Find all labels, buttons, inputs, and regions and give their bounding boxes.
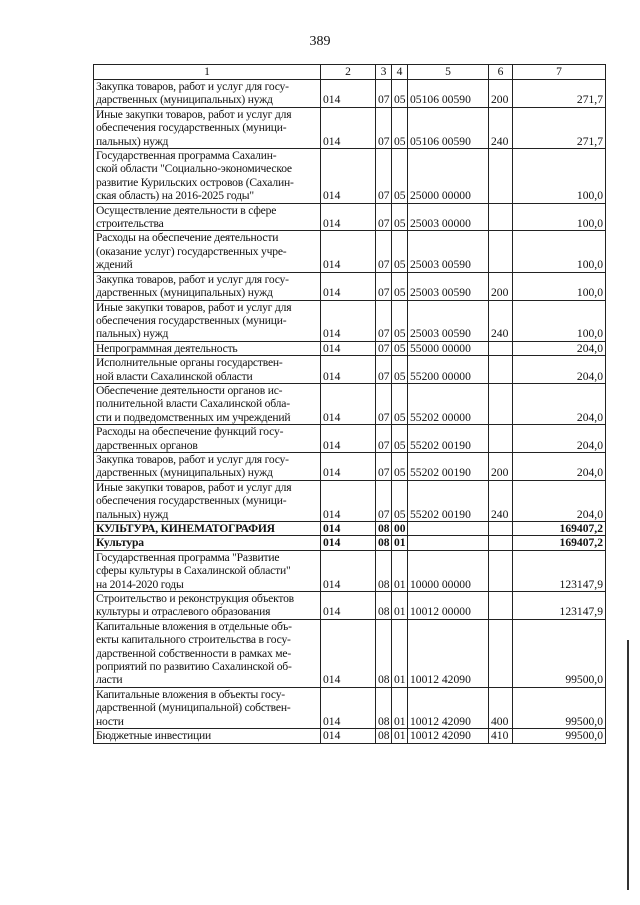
row-amount-cell: 204,0 [513, 341, 606, 355]
row-section-cell: 07 [376, 203, 392, 231]
table-row [94, 550, 606, 591]
row-code-cell: 014 [321, 550, 376, 591]
row-target-cell: 05106 00590 [408, 107, 489, 148]
row-section-cell: 07 [376, 272, 392, 300]
row-section-cell: 07 [376, 300, 392, 341]
row-subsection-cell: 05 [392, 149, 408, 204]
row-subsection-cell: 05 [392, 356, 408, 384]
row-name-cell: Иные закупки товаров, работ и услуг для обеспечения государственных (муници- пальных) нужд [94, 480, 321, 521]
row-amount-cell: 99500,0 [513, 619, 606, 687]
row-code-cell: 014 [321, 452, 376, 480]
row-target-cell: 25003 00000 [408, 203, 489, 231]
row-type-cell: 240 [489, 480, 513, 521]
row-amount-cell: 123147,9 [513, 592, 606, 620]
page-number: 389 [309, 34, 331, 49]
row-name-cell: Закупка товаров, работ и услуг для госу- дарственных (муниципальных) нужд [94, 272, 321, 300]
row-target-cell: 05106 00590 [408, 80, 489, 108]
row-subsection-cell: 01 [392, 729, 408, 743]
row-type-cell: 240 [489, 107, 513, 148]
row-name-cell: Государственная программа Сахалин- ской области "Социально-экономическое развитие Курильских островов (Сахалин- ская область) на 2016-2025 годы" [94, 149, 321, 204]
row-target-cell: 25003 00590 [408, 300, 489, 341]
row-type-cell: 200 [489, 272, 513, 300]
row-target-cell: 55000 00000 [408, 341, 489, 355]
table-row [94, 80, 606, 108]
row-code-cell: 014 [321, 80, 376, 108]
row-code-cell: 014 [321, 729, 376, 743]
row-section-cell: 08 [376, 729, 392, 743]
row-code-cell: 014 [321, 619, 376, 687]
row-code-cell: 014 [321, 522, 376, 536]
table-row [94, 687, 606, 728]
table-row [94, 452, 606, 480]
row-target-cell [408, 522, 489, 536]
row-target-cell: 25003 00590 [408, 272, 489, 300]
row-target-cell: 10012 42090 [408, 729, 489, 743]
row-name-cell: Расходы на обеспечение функций госу- дарственных органов [94, 425, 321, 453]
row-target-cell: 55202 00000 [408, 383, 489, 424]
row-target-cell: 55202 00190 [408, 425, 489, 453]
table-header-row [94, 65, 606, 80]
row-code-cell: 014 [321, 592, 376, 620]
row-subsection-cell: 01 [392, 592, 408, 620]
row-code-cell: 014 [321, 687, 376, 728]
row-subsection-cell: 05 [392, 272, 408, 300]
row-name-cell: КУЛЬТУРА, КИНЕМАТОГРАФИЯ [94, 522, 321, 536]
row-code-cell: 014 [321, 425, 376, 453]
row-target-cell: 10000 00000 [408, 550, 489, 591]
row-type-cell: 400 [489, 687, 513, 728]
row-code-cell: 014 [321, 272, 376, 300]
row-type-cell: 410 [489, 729, 513, 743]
row-code-cell: 014 [321, 341, 376, 355]
row-code-cell: 014 [321, 480, 376, 521]
row-target-cell: 25003 00590 [408, 231, 489, 272]
row-subsection-cell: 05 [392, 80, 408, 108]
row-target-cell: 55202 00190 [408, 452, 489, 480]
table-row [94, 300, 606, 341]
row-type-cell [489, 356, 513, 384]
row-subsection-cell: 05 [392, 203, 408, 231]
row-subsection-cell: 05 [392, 383, 408, 424]
row-target-cell: 25000 00000 [408, 149, 489, 204]
row-target-cell: 10012 42090 [408, 619, 489, 687]
row-section-cell: 07 [376, 356, 392, 384]
row-name-cell: Расходы на обеспечение деятельности (оказание услуг) государственных учре- ждений [94, 231, 321, 272]
row-section-cell: 07 [376, 383, 392, 424]
row-amount-cell: 99500,0 [513, 687, 606, 728]
row-name-cell: Капитальные вложения в отдельные объ- екты капитального строительства в госу- дарственной собственности в рамках ме- роприятий по развитию Сахалинской об- ласти [94, 619, 321, 687]
row-name-cell: Государственная программа "Развитие сферы культуры в Сахалинской области" на 2014-2020 годы [94, 550, 321, 591]
row-amount-cell: 204,0 [513, 452, 606, 480]
table-row [94, 729, 606, 743]
row-amount-cell: 169407,2 [513, 536, 606, 550]
row-amount-cell: 100,0 [513, 300, 606, 341]
row-code-cell: 014 [321, 356, 376, 384]
row-section-cell: 08 [376, 592, 392, 620]
header-col-1: 1 [94, 65, 321, 80]
row-type-cell [489, 522, 513, 536]
row-subsection-cell: 00 [392, 522, 408, 536]
row-amount-cell: 271,7 [513, 107, 606, 148]
row-section-cell: 08 [376, 550, 392, 591]
margin-line [627, 640, 629, 890]
header-col-2: 2 [321, 65, 376, 80]
row-subsection-cell: 05 [392, 107, 408, 148]
row-subsection-cell: 01 [392, 687, 408, 728]
row-section-cell: 08 [376, 619, 392, 687]
budget-table [93, 64, 606, 744]
row-type-cell: 240 [489, 300, 513, 341]
row-name-cell: Исполнительные органы государствен- ной власти Сахалинской области [94, 356, 321, 384]
row-subsection-cell: 05 [392, 425, 408, 453]
row-section-cell: 07 [376, 480, 392, 521]
table-row [94, 425, 606, 453]
row-section-cell: 07 [376, 425, 392, 453]
row-target-cell [408, 536, 489, 550]
row-name-cell: Иные закупки товаров, работ и услуг для обеспечения государственных (муници- пальных) нужд [94, 107, 321, 148]
table-row [94, 592, 606, 620]
row-name-cell: Закупка товаров, работ и услуг для госу- дарственных (муниципальных) нужд [94, 452, 321, 480]
row-amount-cell: 100,0 [513, 272, 606, 300]
table-row [94, 619, 606, 687]
table-row [94, 480, 606, 521]
row-section-cell: 08 [376, 687, 392, 728]
row-name-cell: Иные закупки товаров, работ и услуг для обеспечения государственных (муници- пальных) нужд [94, 300, 321, 341]
row-type-cell [489, 341, 513, 355]
row-section-cell: 07 [376, 341, 392, 355]
row-type-cell [489, 550, 513, 591]
row-name-cell: Строительство и реконструкция объектов культуры и отраслевого образования [94, 592, 321, 620]
row-type-cell [489, 619, 513, 687]
table-row [94, 231, 606, 272]
row-code-cell: 014 [321, 203, 376, 231]
row-target-cell: 55200 00000 [408, 356, 489, 384]
row-subsection-cell: 05 [392, 480, 408, 521]
row-name-cell: Осуществление деятельности в сфере строительства [94, 203, 321, 231]
row-target-cell: 10012 00000 [408, 592, 489, 620]
table-row [94, 356, 606, 384]
row-type-cell [489, 592, 513, 620]
row-type-cell [489, 149, 513, 204]
row-name-cell: Бюджетные инвестиции [94, 729, 321, 743]
row-target-cell: 10012 42090 [408, 687, 489, 728]
row-type-cell [489, 231, 513, 272]
row-type-cell [489, 536, 513, 550]
row-section-cell: 08 [376, 536, 392, 550]
header-col-6: 6 [489, 65, 513, 80]
row-section-cell: 07 [376, 80, 392, 108]
row-amount-cell: 123147,9 [513, 550, 606, 591]
table-row [94, 383, 606, 424]
row-code-cell: 014 [321, 300, 376, 341]
header-col-4: 4 [392, 65, 408, 80]
row-subsection-cell: 01 [392, 536, 408, 550]
row-type-cell: 200 [489, 452, 513, 480]
row-subsection-cell: 01 [392, 619, 408, 687]
row-amount-cell: 271,7 [513, 80, 606, 108]
table-row [94, 522, 606, 536]
row-subsection-cell: 05 [392, 231, 408, 272]
row-name-cell: Капитальные вложения в объекты госу- дарственной (муниципальной) собствен- ности [94, 687, 321, 728]
row-code-cell: 014 [321, 149, 376, 204]
header-col-3: 3 [376, 65, 392, 80]
row-amount-cell: 100,0 [513, 231, 606, 272]
table-row [94, 149, 606, 204]
row-section-cell: 07 [376, 452, 392, 480]
row-name-cell: Непрограммная деятельность [94, 341, 321, 355]
row-section-cell: 07 [376, 107, 392, 148]
row-code-cell: 014 [321, 107, 376, 148]
row-amount-cell: 100,0 [513, 203, 606, 231]
table-row [94, 272, 606, 300]
row-code-cell: 014 [321, 383, 376, 424]
row-name-cell: Обеспечение деятельности органов ис- полнительной власти Сахалинской обла- сти и подведомственных им учреждений [94, 383, 321, 424]
row-subsection-cell: 05 [392, 300, 408, 341]
row-amount-cell: 100,0 [513, 149, 606, 204]
row-amount-cell: 169407,2 [513, 522, 606, 536]
row-amount-cell: 204,0 [513, 480, 606, 521]
row-subsection-cell: 05 [392, 341, 408, 355]
row-name-cell: Культура [94, 536, 321, 550]
row-amount-cell: 204,0 [513, 356, 606, 384]
row-subsection-cell: 05 [392, 452, 408, 480]
row-name-cell: Закупка товаров, работ и услуг для госу- дарственных (муниципальных) нужд [94, 80, 321, 108]
row-type-cell [489, 425, 513, 453]
row-amount-cell: 99500,0 [513, 729, 606, 743]
table-row [94, 203, 606, 231]
row-amount-cell: 204,0 [513, 383, 606, 424]
row-section-cell: 07 [376, 231, 392, 272]
row-subsection-cell: 01 [392, 550, 408, 591]
row-target-cell: 55202 00190 [408, 480, 489, 521]
header-col-5: 5 [408, 65, 489, 80]
table-row [94, 536, 606, 550]
row-section-cell: 07 [376, 149, 392, 204]
row-section-cell: 08 [376, 522, 392, 536]
header-col-7: 7 [513, 65, 606, 80]
table-row [94, 107, 606, 148]
row-amount-cell: 204,0 [513, 425, 606, 453]
row-type-cell [489, 383, 513, 424]
table-body [94, 80, 606, 744]
table-row [94, 341, 606, 355]
row-code-cell: 014 [321, 536, 376, 550]
row-type-cell [489, 203, 513, 231]
row-code-cell: 014 [321, 231, 376, 272]
row-type-cell: 200 [489, 80, 513, 108]
